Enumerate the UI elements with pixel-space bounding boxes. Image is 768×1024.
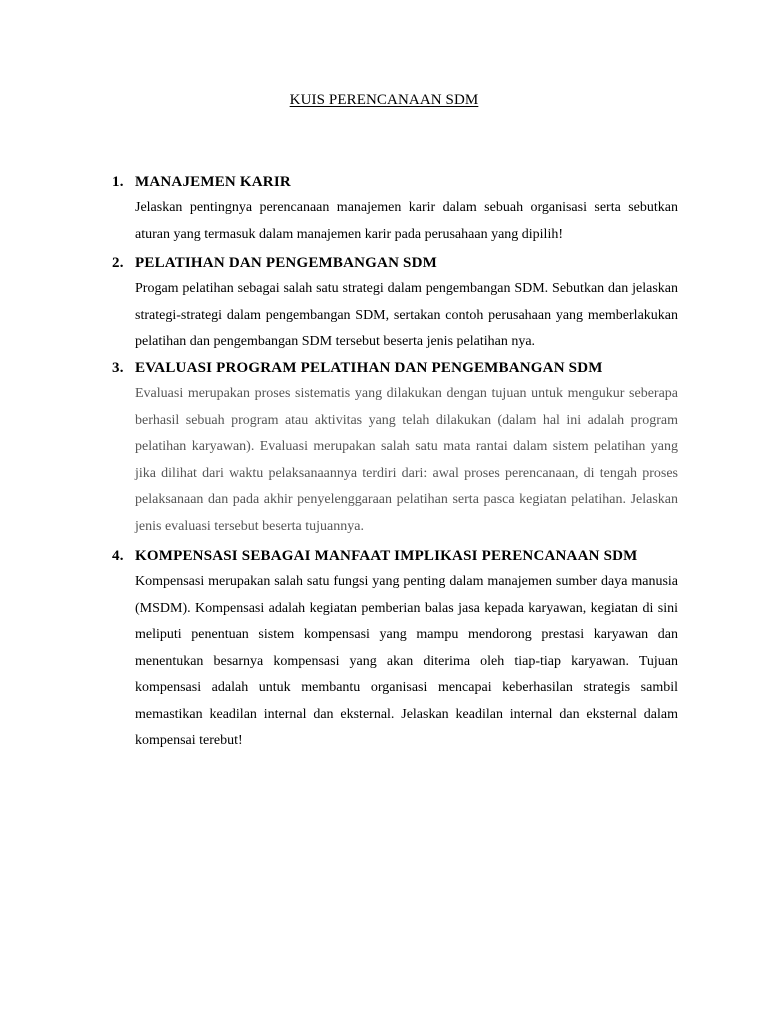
question-item [112,250,678,356]
question-title: PELATIHAN DAN PENGEMBANGAN SDM [135,255,437,271]
question-heading [112,355,678,381]
question-item [112,169,678,248]
question-body: Progam pelatihan sebagai salah satu strategi dalam pengembangan SDM. Sebutkan dan jelaskan strategi-strategi dalam pengembangan SDM, sertakan contoh perusahaan yang memberlakukan pelatihan dan pengembangan SDM tersebut beserta jenis pelatihan nya. [135,281,678,349]
question-title: KOMPENSASI SEBAGAI MANFAAT IMPLIKASI PERENCANAAN SDM [135,548,638,564]
question-heading [112,543,678,569]
question-item [112,543,678,755]
question-number: 3. [112,360,124,376]
question-body: Evaluasi merupakan proses sistematis yang dilakukan dengan tujuan untuk mengukur seberapa berhasil sebuah program atau aktivitas yang telah dilakukan (dalam hal ini adalah program pelatihan karyawan). Evaluasi merupakan salah satu mata rantai dalam sistem pelatihan yang jika dilihat dari waktu pelaksanaannya terdiri dari: awal proses perencanaan, di tengah proses pelaksanaan dan pada akhir penyelenggaraan pelatihan serta pasca kegiatan pelatihan. Jelaskan jenis evaluasi tersebut beserta tujuannya. [135,386,678,534]
page-title: KUIS PERENCANAAN SDM [289,92,479,108]
question-heading [112,250,678,276]
question-item [112,355,678,540]
question-number: 4. [112,548,124,564]
question-title: MANAJEMEN KARIR [135,174,291,190]
question-number: 2. [112,255,124,271]
question-title: EVALUASI PROGRAM PELATIHAN DAN PENGEMBANGAN SDM [135,360,603,376]
question-number: 1. [112,174,124,190]
question-heading [112,169,678,195]
question-body: Kompensasi merupakan salah satu fungsi yang penting dalam manajemen sumber daya manusia (MSDM). Kompensasi adalah kegiatan pemberian balas jasa kepada karyawan, kegiatan di sini meliputi penentuan sistem kompensasi yang mampu mendorong prestasi karyawan dan menentukan besarnya kompensasi yang akan diterima oleh tiap-tiap karyawan. Tujuan kompensasi adalah untuk membantu organisasi mencapai keberhasilan strategis sambil memastikan keadilan internal dan eksternal. Jelaskan keadilan internal dan eksternal dalam kompensai terebut! [135,574,678,748]
question-body: Jelaskan pentingnya perencanaan manajemen karir dalam sebuah organisasi serta sebutkan aturan yang termasuk dalam manajemen karir pada perusahaan yang dipilih! [135,200,678,242]
